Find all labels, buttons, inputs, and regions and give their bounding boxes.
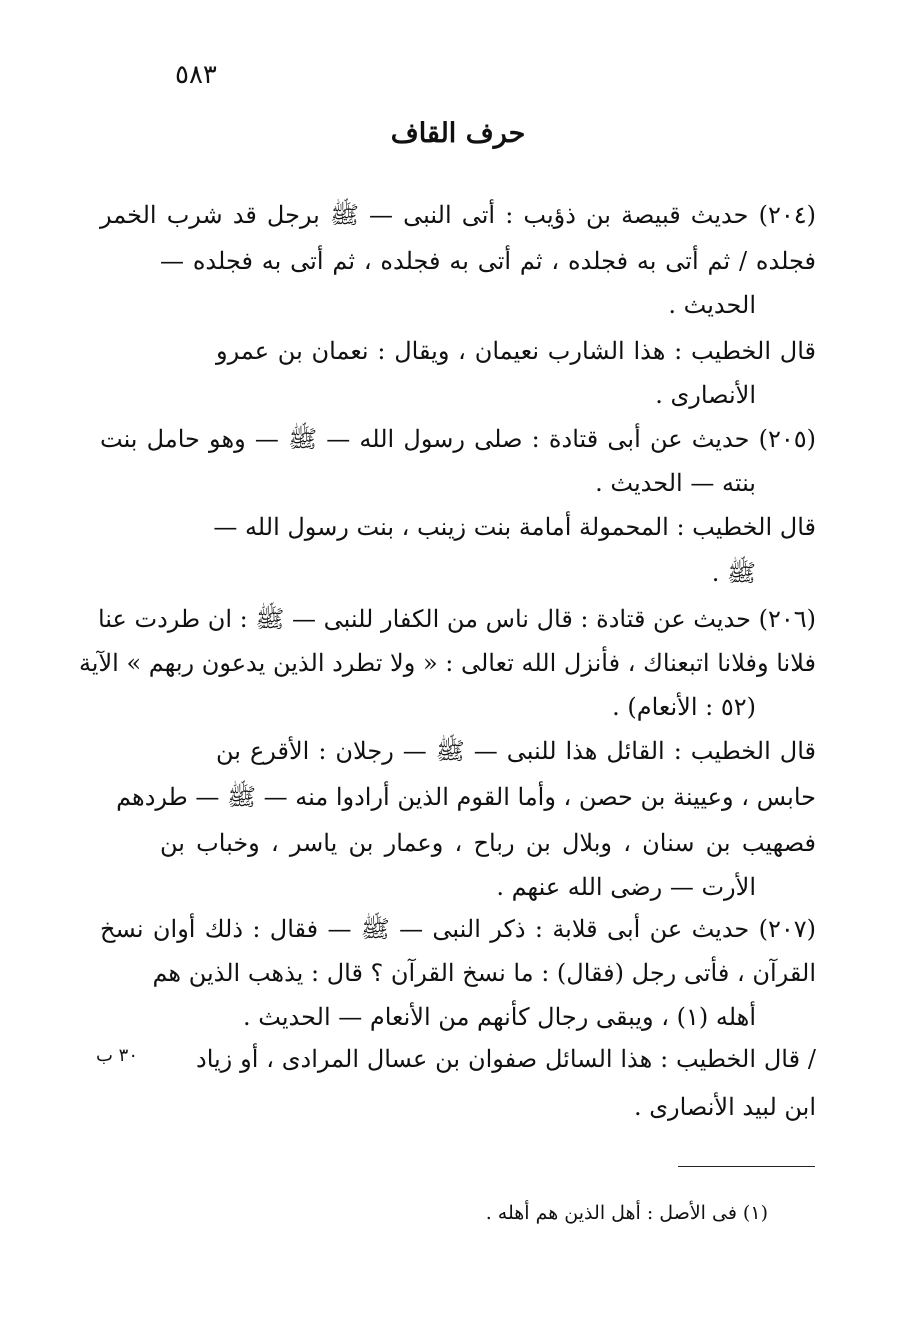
section-heading: حرف القاف xyxy=(390,118,526,149)
marginal-folio-note: ٣٠ ب xyxy=(96,1045,139,1066)
text-line: (٢٠٤) حديث قبيصة بن ذؤيب : أتى النبى — ﷺ برجل قد شرب الخمر xyxy=(100,201,816,229)
text-line: فجلده / ثم أتى به فجلده ، ثم أتى به فجلده ، ثم أتى به فجلده — xyxy=(160,247,816,275)
text-line: القرآن ، فأتى رجل (فقال) : ما نسخ القرآن ؟ قال : يذهب الذين هم xyxy=(152,959,816,987)
text-line: قال الخطيب : القائل هذا للنبى — ﷺ — رجلان : الأقرع بن xyxy=(216,737,816,765)
page-number: ٥٨٣ xyxy=(175,60,217,90)
text-line: ابن لبيد الأنصارى . xyxy=(633,1093,816,1121)
text-line: الحديث . xyxy=(668,291,756,319)
text-line: حابس ، وعيينة بن حصن ، وأما القوم الذين أرادوا منه — ﷺ — طردهم xyxy=(116,783,816,811)
text-line: الأنصارى . xyxy=(655,381,756,409)
text-line: (٢٠٦) حديث عن قتادة : قال ناس من الكفار للنبى — ﷺ : ان طردت عنا xyxy=(97,605,816,633)
text-line: (٢٠٧) حديث عن أبى قلابة : ذكر النبى — ﷺ — فقال : ذلك أوان نسخ xyxy=(100,915,817,943)
text-line: (٥٢ : الأنعام) . xyxy=(612,693,756,721)
text-line: ﷺ . xyxy=(711,559,756,587)
text-line: (٢٠٥) حديث عن أبى قتادة : صلى رسول الله — ﷺ — وهو حامل بنت xyxy=(100,425,816,453)
text-line: فلانا وفلانا اتبعناك ، فأنزل الله تعالى : « ولا تطرد الذين يدعون ربهم » الآية xyxy=(78,649,816,677)
text-line: أهله (١) ، ويبقى رجال كأنهم من الأنعام — الحديث . xyxy=(243,1003,756,1031)
text-line: بنته — الحديث . xyxy=(595,469,756,497)
text-line: / قال الخطيب : هذا السائل صفوان بن عسال المرادى ، أو زياد xyxy=(196,1045,816,1073)
text-line: الأرت — رضى الله عنهم . xyxy=(496,873,756,901)
footnote-divider xyxy=(678,1166,815,1167)
text-line: قال الخطيب : المحمولة أمامة بنت زينب ، بنت رسول الله — xyxy=(213,513,816,541)
text-line: فصهيب بن سنان ، وبلال بن رباح ، وعمار بن ياسر ، وخباب بن xyxy=(160,829,816,857)
footnote: (١) فى الأصل : أهل الذين هم أهله . xyxy=(485,1202,768,1224)
text-line: قال الخطيب : هذا الشارب نعيمان ، ويقال : نعمان بن عمرو xyxy=(216,337,816,365)
